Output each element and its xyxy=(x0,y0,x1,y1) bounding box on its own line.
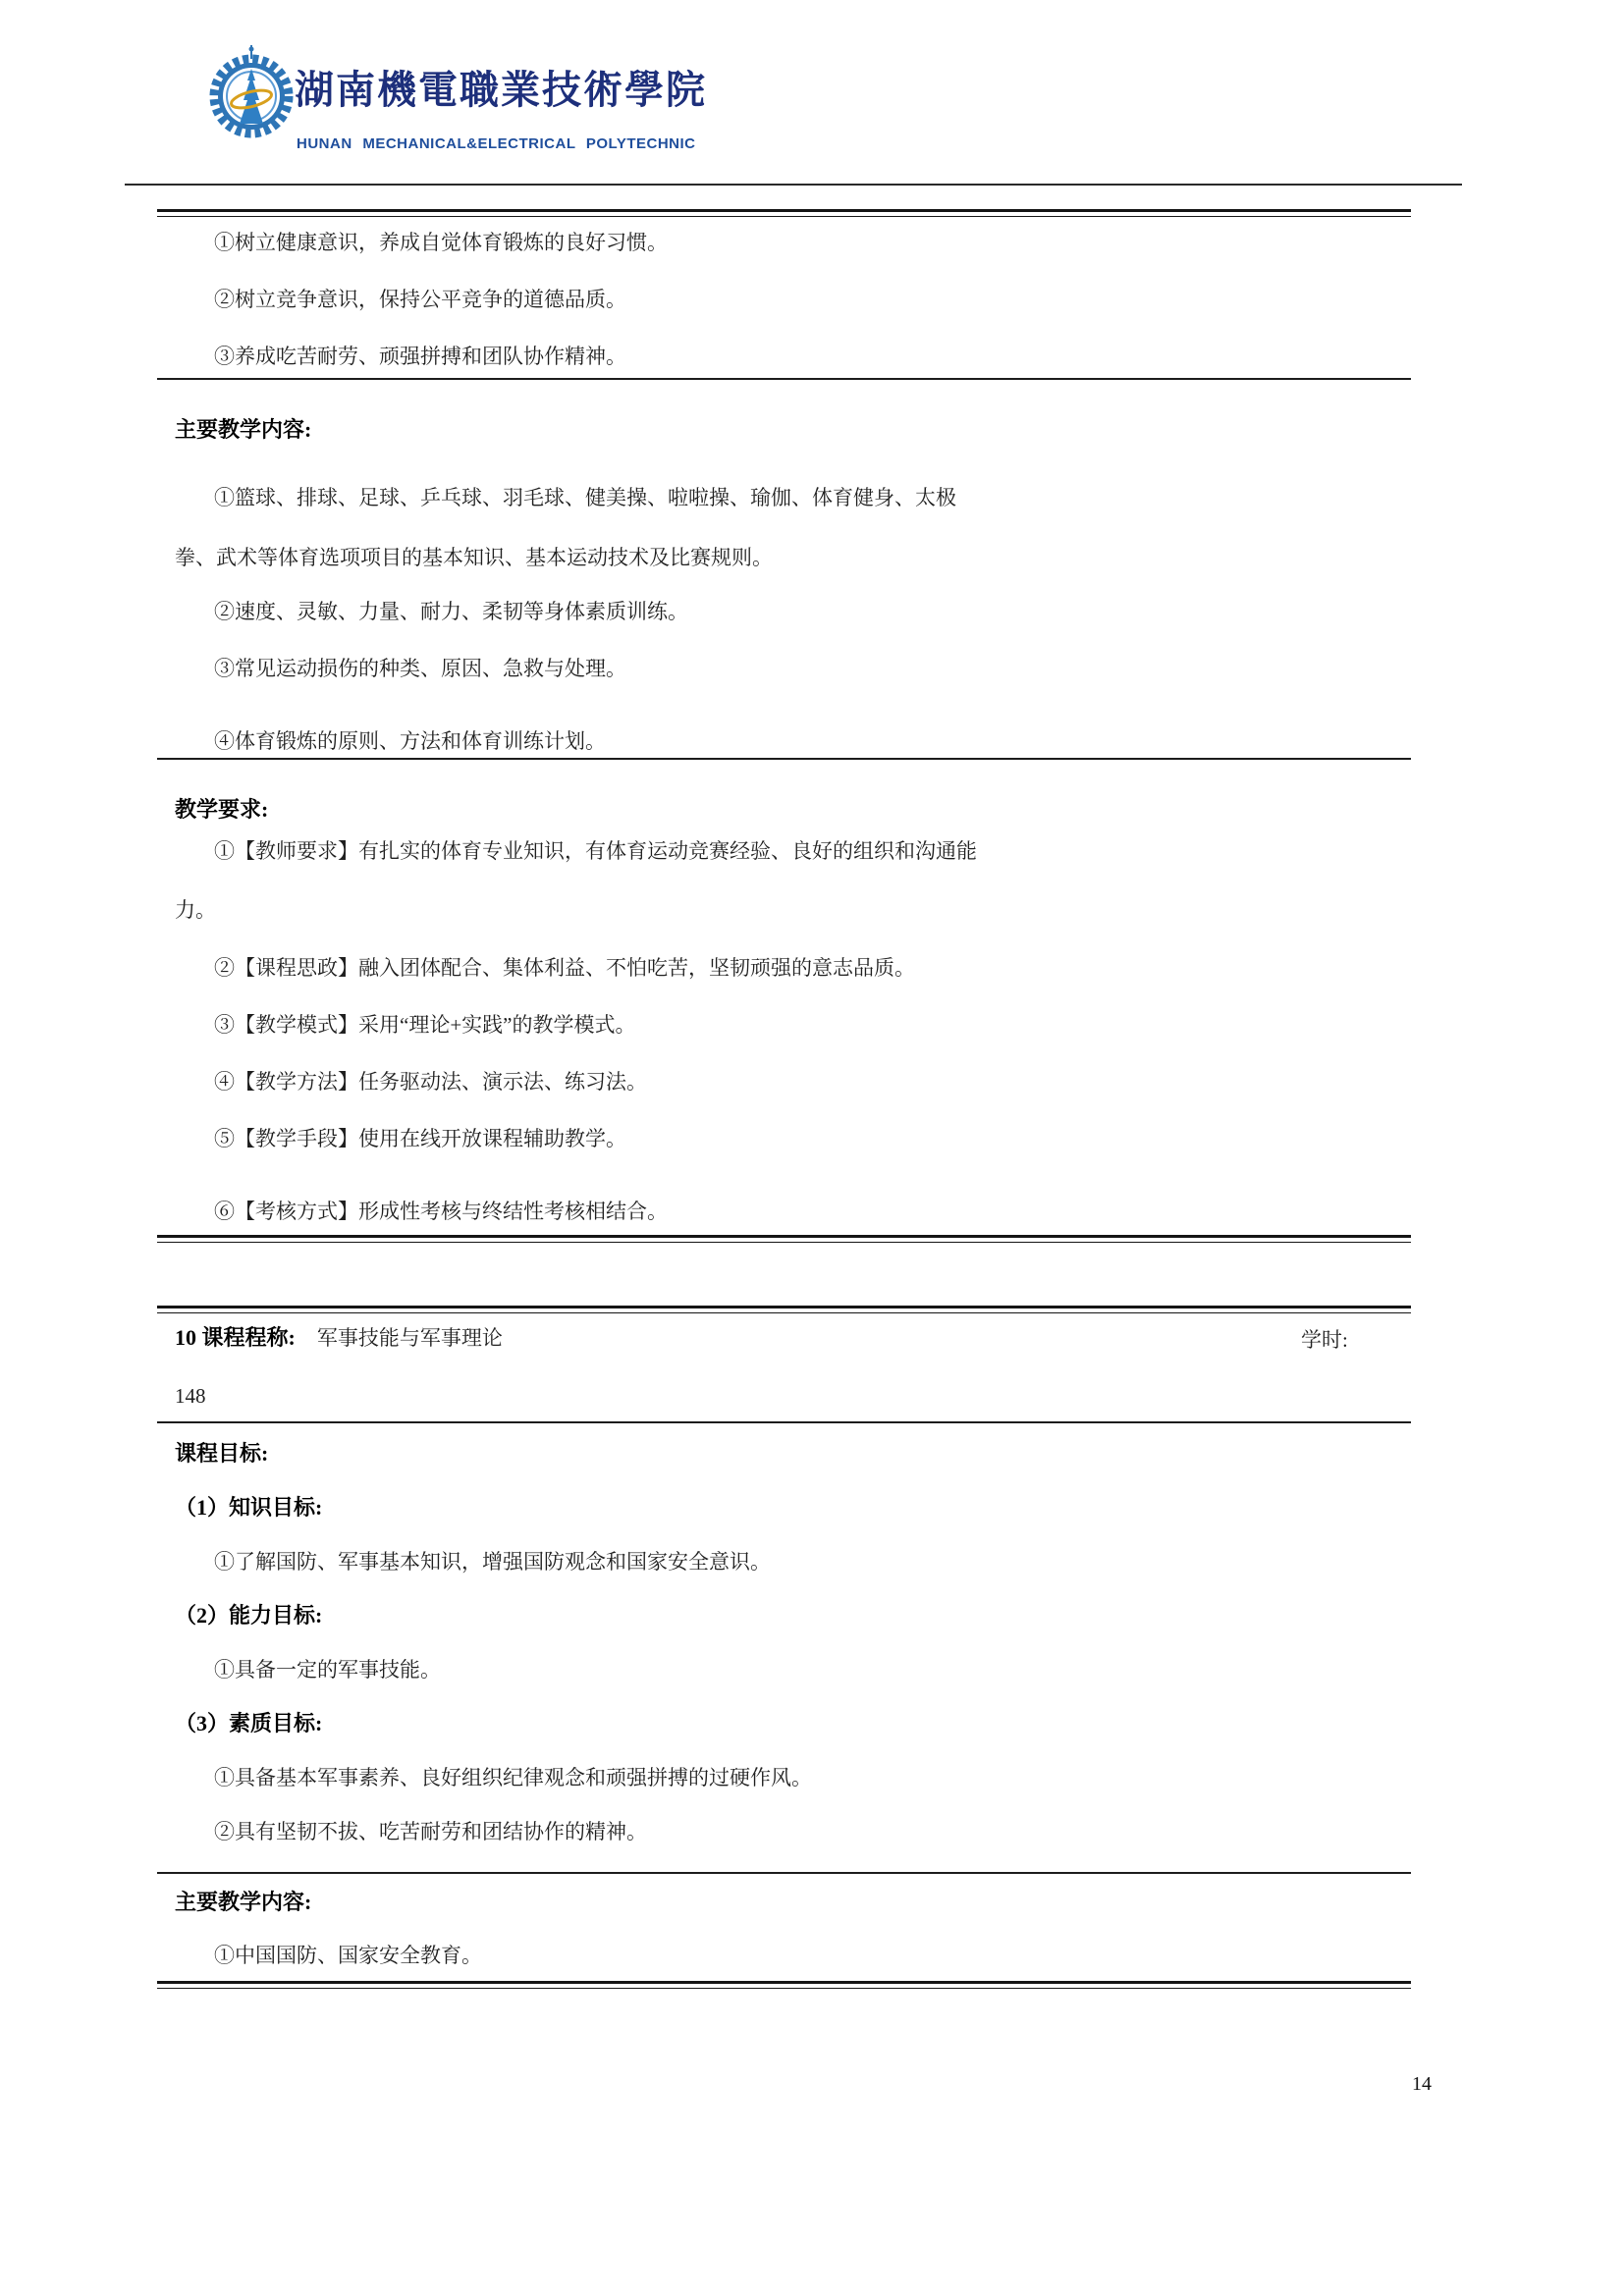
teaching-content-heading: 主要教学内容: xyxy=(175,417,312,442)
teaching-requirement-item: ⑤【教学手段】使用在线开放课程辅助教学。 xyxy=(214,1127,626,1150)
quality-goal-item: ①具备基本军事素养、良好组织纪律观念和顽强拼搏的过硬作风。 xyxy=(214,1766,812,1789)
header-divider xyxy=(125,184,1462,186)
quality-goals-heading: （3）素质目标: xyxy=(175,1711,323,1735)
teaching-content-item: ①中国国防、国家安全教育。 xyxy=(214,1944,482,1967)
teaching-requirement-item: 力。 xyxy=(175,898,216,922)
ability-goal-item: ①具备一定的军事技能。 xyxy=(214,1658,441,1682)
teaching-content-item: ②速度、灵敏、力量、耐力、柔韧等身体素质训练。 xyxy=(214,600,688,623)
teaching-content-item: ④体育锻炼的原则、方法和体育训练计划。 xyxy=(214,729,606,753)
school-name-english: HUNAN MECHANICAL&ELECTRICAL POLYTECHNIC xyxy=(297,135,696,152)
row-divider xyxy=(157,378,1411,380)
table-top-border xyxy=(157,209,1411,217)
teaching-content-heading: 主要教学内容: xyxy=(175,1890,312,1914)
hours-label: 学时: xyxy=(1301,1328,1348,1352)
school-name-chinese: 湖南機電職業技術學院 xyxy=(295,68,707,112)
course-goals-heading: 课程目标: xyxy=(175,1441,269,1466)
row-divider xyxy=(157,758,1411,760)
table-top-border xyxy=(157,1306,1411,1313)
teaching-content-item: 拳、武术等体育选项项目的基本知识、基本运动技术及比赛规则。 xyxy=(175,546,773,569)
knowledge-goals-heading: （1）知识目标: xyxy=(175,1495,323,1520)
course-number-label: 10 课程程称: xyxy=(175,1325,296,1350)
table-bottom-border xyxy=(157,1235,1411,1243)
course-name: 军事技能与军事理论 xyxy=(316,1326,503,1350)
row-divider xyxy=(157,1421,1411,1423)
teaching-requirement-item: ⑥【考核方式】形成性考核与终结性考核相结合。 xyxy=(214,1200,668,1223)
quality-goal-item: ③养成吃苦耐劳、顽强拼搏和团队协作精神。 xyxy=(214,345,626,368)
quality-goal-item: ①树立健康意识，养成自觉体育锻炼的良好习惯。 xyxy=(214,231,668,254)
teaching-content-item: ①篮球、排球、足球、乒乓球、羽毛球、健美操、啦啦操、瑜伽、体育健身、太极 xyxy=(214,486,956,509)
quality-goal-item: ②具有坚韧不拔、吃苦耐劳和团结协作的精神。 xyxy=(214,1820,647,1843)
table-bottom-border xyxy=(157,1981,1411,1989)
row-divider xyxy=(157,1872,1411,1874)
teaching-content-item: ③常见运动损伤的种类、原因、急救与处理。 xyxy=(214,657,626,680)
teaching-requirement-item: ③【教学模式】采用“理论+实践”的教学模式。 xyxy=(214,1013,636,1037)
teaching-requirement-item: ④【教学方法】任务驱动法、演示法、练习法。 xyxy=(214,1070,647,1094)
quality-goal-item: ②树立竞争意识，保持公平竞争的道德品质。 xyxy=(214,288,626,311)
teaching-requirements-heading: 教学要求: xyxy=(175,797,269,822)
knowledge-goal-item: ①了解国防、军事基本知识，增强国防观念和国家安全意识。 xyxy=(214,1550,771,1574)
hours-value: 148 xyxy=(175,1384,206,1408)
course-title-row xyxy=(175,1323,503,1353)
school-logo-icon xyxy=(206,43,297,141)
page-number: 14 xyxy=(1412,2073,1432,2095)
teaching-requirement-item: ①【教师要求】有扎实的体育专业知识，有体育运动竞赛经验、良好的组织和沟通能 xyxy=(214,839,977,863)
teaching-requirement-item: ②【课程思政】融入团体配合、集体利益、不怕吃苦，坚韧顽强的意志品质。 xyxy=(214,956,915,980)
ability-goals-heading: （2）能力目标: xyxy=(175,1603,323,1628)
